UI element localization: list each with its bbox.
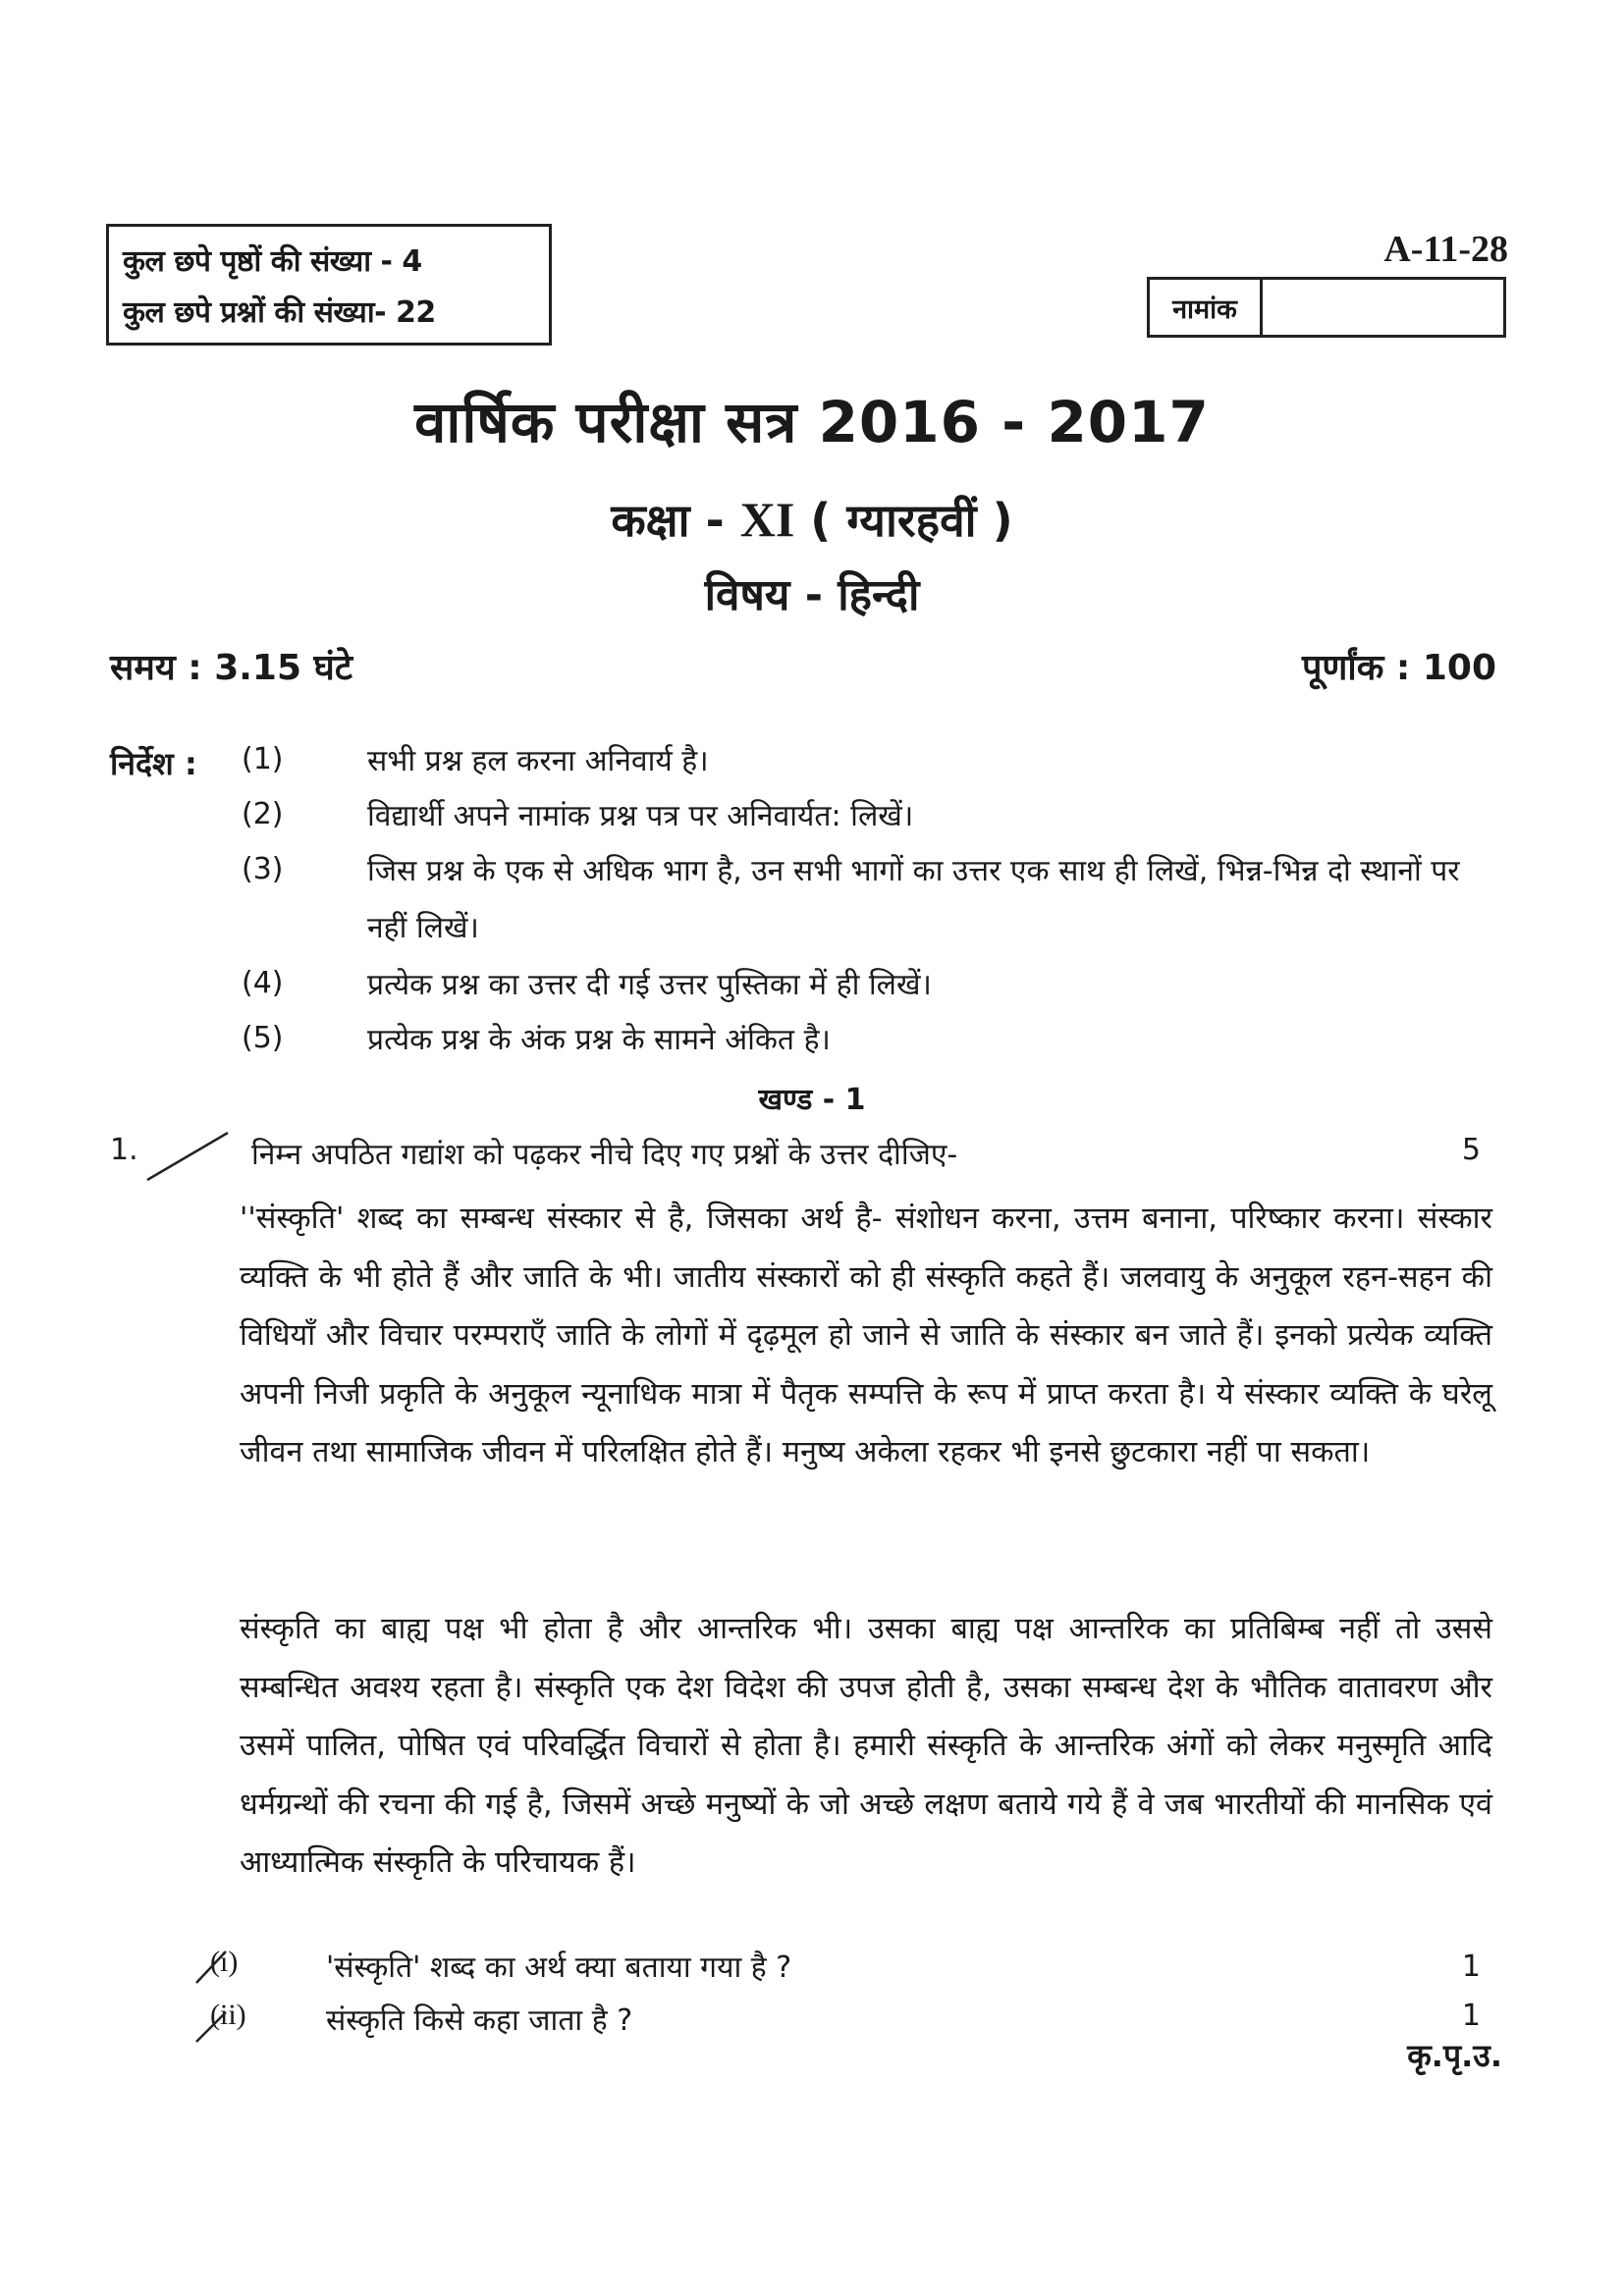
roll-number-label: नामांक <box>1150 280 1263 335</box>
sub-question-text: संस्कृति किसे कहा जाता है ? <box>326 2003 633 2038</box>
instructions-heading: निर्देश : <box>110 745 197 782</box>
instruction-item <box>242 742 1506 781</box>
roll-number-box <box>1147 277 1506 338</box>
sub-question-number: (i) <box>210 1946 239 1978</box>
sub-question-text: 'संस्कृति' शब्द का अर्थ क्या बताया गया है ? <box>326 1950 792 1985</box>
sub-question <box>210 1999 632 2039</box>
instruction-text: प्रत्येक प्रश्न का उत्तर दी गई उत्तर पुस्तिका में ही लिखें। <box>367 968 932 1002</box>
class-heading <box>0 489 1624 550</box>
instruction-text: प्रत्येक प्रश्न के अंक प्रश्न के सामने अंकित है। <box>367 1023 831 1057</box>
total-pages-text: कुल छपे पृष्ठों की संख्या - 4 <box>123 244 422 279</box>
instruction-number: (3) <box>242 852 284 886</box>
passage-paragraph: संस्कृति का बाह्य पक्ष भी होता है और आन्तरिक भी। उसका बाह्य पक्ष आन्तरिक का प्रतिबिम्ब नहीं तो उससे सम्बन्धित अवश्य रहता है। संस्कृति एक देश विदेश की उपज होती है, उसका सम्बन्ध देश के भौतिक वातावरण और उसमें पालित, पोषित एवं परिवर्द्धित विचारों से होता है। हमारी संस्कृति के आन्तरिक अंगों को लेकर मनुस्मृति आदि धर्मग्रन्थों की रचना की गई है, जिसमें अच्छे मनुष्यों के जो अच्छे लक्षण बताये गये हैं वे जब भारतीयों की मानसिक एवं आध्यात्मिक संस्कृति के परिचायक हैं। <box>240 1612 1492 1881</box>
passage-paragraph: ''संस्कृति' शब्द का सम्बन्ध संस्कार से है, जिसका अर्थ है- संशोधन करना, उत्तम बनाना, परिष्कार करना। संस्कार व्यक्ति के भी होते हैं और जाति के भी। जातीय संस्कारों को ही संस्कृति कहते हैं। जलवायु के अनुकूल रहन-सहन की विधियाँ और विचार परम्पराएँ जाति के लोगों में दृढ़मूल हो जाने से जाति के संस्कार बन जाते हैं। इनको प्रत्येक व्यक्ति अपनी निजी प्रकृति के अनुकूल न्यूनाधिक मात्रा में पैतृक सम्पत्ति के रूप में प्राप्त करता है। ये संस्कार व्यक्ति के घरेलू जीवन तथा सामाजिक जीवन में परिलक्षित होते हैं। मनुष्य अकेला रहकर भी इनसे छुटकारा नहीं पा सकता। <box>240 1201 1492 1470</box>
subject-heading: विषय - हिन्दी <box>704 570 920 620</box>
total-questions-text: कुल छपे प्रश्नों की संख्या- 22 <box>123 295 436 330</box>
paper-code: A-11-28 <box>1383 229 1508 270</box>
roll-number-field[interactable] <box>1263 280 1503 335</box>
class-suffix: ( ग्यारहवीं ) <box>794 494 1013 547</box>
instruction-item <box>242 797 1506 836</box>
pen-tick-mark-icon <box>192 1948 232 2046</box>
exam-time: समय : 3.15 घंटे <box>110 648 352 688</box>
instruction-number: (4) <box>242 966 284 1000</box>
class-prefix: कक्षा - <box>611 494 740 547</box>
instruction-item <box>242 1021 1506 1060</box>
page-count-box <box>106 224 552 346</box>
sub-question-marks: 1 <box>1461 1999 1481 2033</box>
section-heading: खण्ड - 1 <box>758 1083 866 1117</box>
instruction-item <box>242 852 1506 957</box>
question-number: 1. <box>110 1133 138 1167</box>
instruction-number: (5) <box>242 1021 284 1055</box>
question-marks: 5 <box>1461 1133 1481 1167</box>
instruction-number: (2) <box>242 797 284 831</box>
sub-question-marks: 1 <box>1461 1949 1481 1984</box>
pen-tick-mark-icon <box>143 1129 232 1184</box>
exam-title: वार्षिक परीक्षा सत्र 2016 - 2017 <box>414 389 1210 455</box>
instruction-text: सभी प्रश्न हल करना अनिवार्य है। <box>367 744 709 778</box>
instruction-item <box>242 966 1506 1005</box>
class-roman: XI <box>739 492 795 547</box>
max-marks: पूर्णांक : 100 <box>1301 648 1496 688</box>
instruction-text: जिस प्रश्न के एक से अधिक भाग है, उन सभी भागों का उत्तर एक साथ ही लिखें, भिन्न-भिन्न दो स्थानों पर नहीं लिखें। <box>367 854 1460 945</box>
sub-question <box>210 1946 791 1986</box>
instruction-number: (1) <box>242 742 284 776</box>
question-prompt: निम्न अपठित गद्यांश को पढ़कर नीचे दिए गए प्रश्नों के उत्तर दीजिए- <box>251 1138 958 1172</box>
instruction-text: विद्यार्थी अपने नामांक प्रश्न पत्र पर अनिवार्यत: लिखें। <box>367 799 914 833</box>
please-turn-over: कृ.पृ.उ. <box>1407 2037 1502 2074</box>
sub-question-number: (ii) <box>210 1999 246 2031</box>
